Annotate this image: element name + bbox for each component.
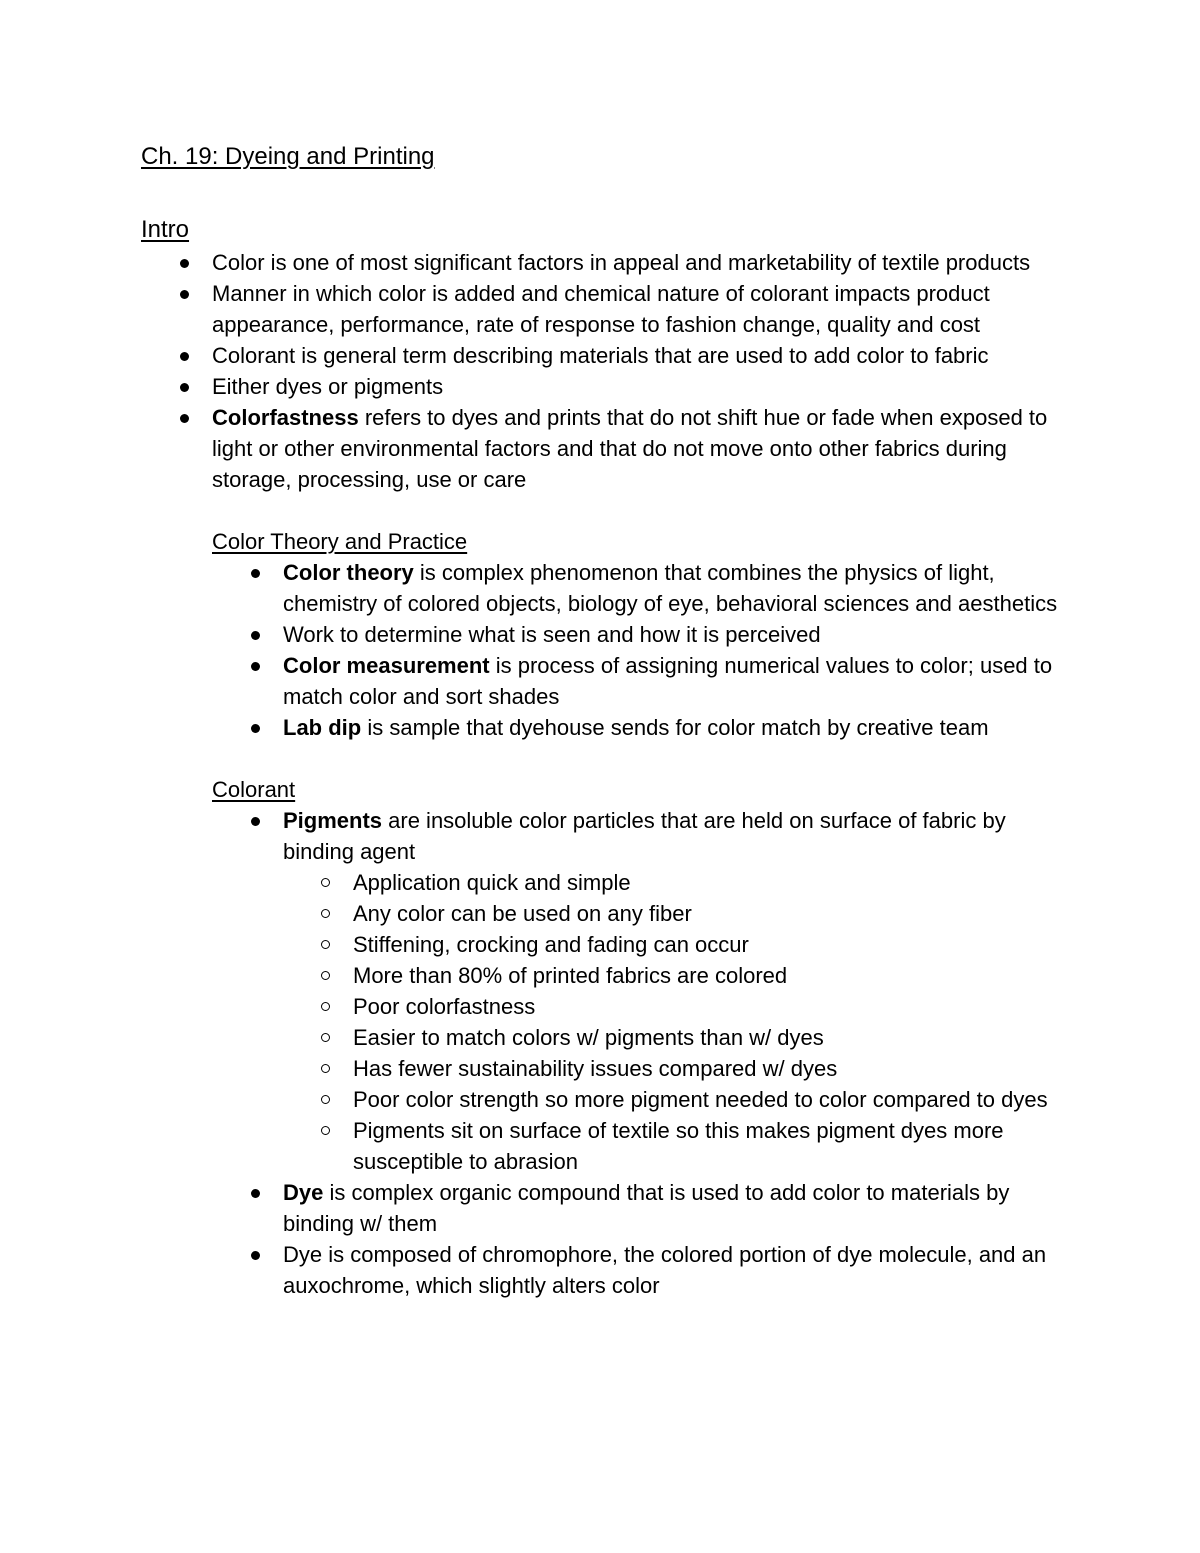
subheading-colorant: Colorant [212, 777, 296, 802]
list-item-text: Dye is composed of chromophore, the colored portion of dye molecule, and an auxochrome, which slightly alters color [283, 1242, 1047, 1298]
list-item-text: are insoluble color particles that are held on surface of fabric by binding agent [283, 808, 1006, 864]
sub-list-item [353, 1022, 1081, 1053]
colorant-list [141, 805, 1081, 1301]
sub-list-item [353, 1053, 1081, 1084]
term-lab-dip: Lab dip [283, 715, 362, 740]
sub-list-item-text: Any color can be used on any fiber [353, 901, 692, 926]
sub-list-item [353, 898, 1081, 929]
list-item [283, 1177, 1081, 1239]
term-color-theory: Color theory [283, 560, 414, 585]
list-item-text: is process of assigning numerical values to color; used to match color and sort shades [283, 653, 1053, 709]
sub-list-item-text: Stiffening, crocking and fading can occur [353, 932, 749, 957]
list-item-text: Color is one of most significant factors in appeal and marketability of textile products [212, 250, 1031, 275]
sub-list-item-text: Pigments sit on surface of textile so this makes pigment dyes more susceptible to abrasion [353, 1118, 1004, 1174]
list-item [283, 650, 1081, 712]
list-item-text: refers to dyes and prints that do not shift hue or fade when exposed to light or other environmental factors and that do not move onto other fabrics during storage, processing, use or care [212, 405, 1048, 492]
color-theory-list [141, 557, 1081, 743]
sub-list-item [353, 867, 1081, 898]
term-color-measurement: Color measurement [283, 653, 490, 678]
subheading-color-theory: Color Theory and Practice [212, 529, 468, 554]
sub-list-item-text: Application quick and simple [353, 870, 631, 895]
section-heading-intro: Intro [141, 216, 190, 243]
term-dye: Dye [283, 1180, 324, 1205]
list-item-text: is sample that dyehouse sends for color match by creative team [361, 715, 989, 740]
list-item [212, 402, 1081, 495]
list-item [283, 712, 1081, 743]
list-item-text: Manner in which color is added and chemical nature of colorant impacts product appearance, performance, rate of response to fashion change, quality and cost [212, 281, 990, 337]
term-pigments: Pigments [283, 808, 383, 833]
document-content [141, 140, 1081, 1301]
list-item-text: Work to determine what is seen and how it is perceived [283, 622, 821, 647]
sub-list-item-text: Poor colorfastness [353, 994, 536, 1019]
list-item [283, 1239, 1081, 1301]
sub-list-item-text: Has fewer sustainability issues compared w/ dyes [353, 1056, 838, 1081]
sub-list-item [353, 991, 1081, 1022]
sub-list-item [353, 960, 1081, 991]
list-item [283, 805, 1081, 1177]
list-item [212, 247, 1081, 278]
intro-list [141, 247, 1081, 495]
term-colorfastness: Colorfastness [212, 405, 359, 430]
list-item-text: is complex phenomenon that combines the physics of light, chemistry of colored objects, biology of eye, behavioral sciences and aesthetics [283, 560, 1058, 616]
list-item-text: Colorant is general term describing materials that are used to add color to fabric [212, 343, 989, 368]
list-item-text: Either dyes or pigments [212, 374, 444, 399]
list-item-text: is complex organic compound that is used to add color to materials by binding w/ them [283, 1180, 1010, 1236]
sub-list-item [353, 1084, 1081, 1115]
sub-list-item-text: More than 80% of printed fabrics are colored [353, 963, 788, 988]
list-item [212, 371, 1081, 402]
spacer [141, 743, 1081, 774]
page-title: Ch. 19: Dyeing and Printing [141, 143, 435, 170]
list-item [283, 557, 1081, 619]
sub-list-item-text: Easier to match colors w/ pigments than w/ dyes [353, 1025, 824, 1050]
sub-list-item [353, 1115, 1081, 1177]
list-item [212, 340, 1081, 371]
spacer [141, 495, 1081, 526]
list-item [212, 278, 1081, 340]
sub-list-item [353, 929, 1081, 960]
sub-list-item-text: Poor color strength so more pigment needed to color compared to dyes [353, 1087, 1048, 1112]
list-item [283, 619, 1081, 650]
pigments-sublist [283, 867, 1081, 1177]
